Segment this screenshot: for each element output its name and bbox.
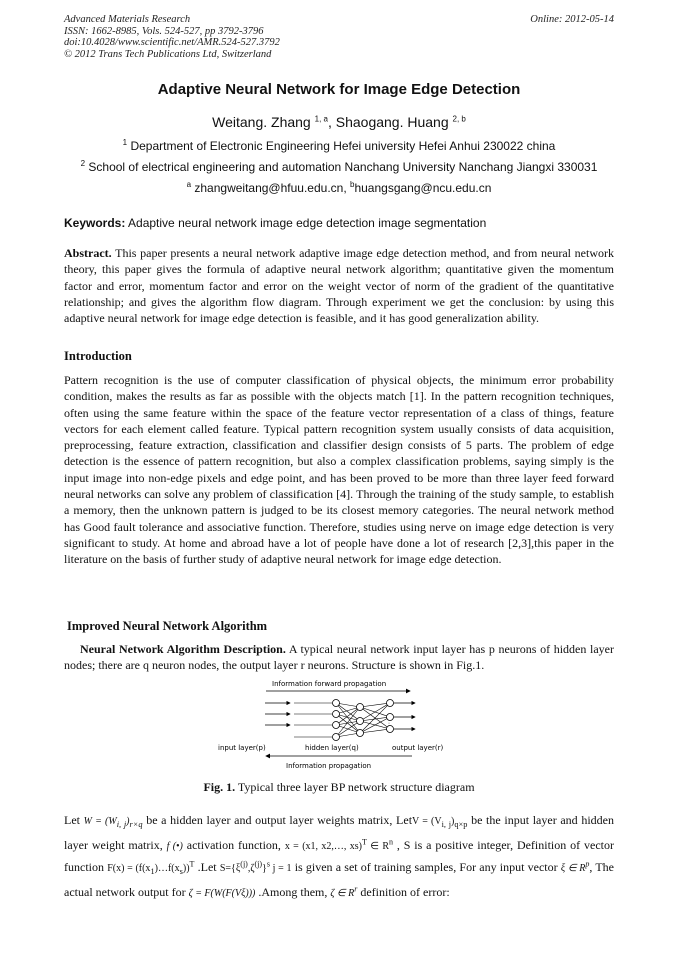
S-end: }: [262, 863, 267, 874]
text: be the input layer: [467, 813, 557, 827]
email-line: [0, 181, 678, 195]
F-s1: 1: [150, 867, 155, 876]
x-def: [284, 837, 393, 852]
v-dim: q×p: [454, 820, 468, 829]
f-def: f (•): [166, 841, 183, 852]
copyright-line: © 2012 Trans Tech Publications Ltd, Switzerland: [64, 48, 272, 60]
xi-def-text: ξ ∈ R: [560, 863, 586, 874]
output-layer-label: output layer(r): [392, 744, 444, 752]
email-a-sup: a: [186, 180, 192, 189]
introduction-text: Pattern recognition is the use of computer classification of physical objects, the minimum error probability condition, makes the results as far as possible with the objects match [1]. In the pattern recognition techniques, often using the same feature within the space of the feature vector representation of a class of things, feature vectors for each element called feature. Typical pattern recognition system usually consists of data acquisition, preprocessing, feature extraction, classification and classifier design consists of 5 parts. The problem of edge detection is the essence of pattern recognition, but also a complex classification problems, saying simply is the input image into non-edge pixels and edge point, and has been proved to be more than three layer feed forward neural networks can solve any problem of classification [4]. Through the training of the study sample, to establish a memory, then the unknown pattern is judged to be its closest memory categories. The neural network method has Good fault tolerance and associative function. Therefore, studies using nerve on image edge detection is very significant to study. At home and abroad have a lot of people have done a lot of research [2,3],this paper in the literature on the basis of further study of adaptive neural network for image edge detection.: [64, 373, 614, 567]
text: , The actual network output for: [64, 860, 614, 899]
xi-def: [560, 859, 590, 874]
v-end: ): [451, 816, 455, 827]
S-j: j = 1: [269, 863, 292, 874]
keywords-text: Adaptive neural network image edge detection image segmentation: [125, 216, 487, 230]
issn-line: ISSN: 1662-8985, Vols. 524-527, pp 3792-3796: [64, 25, 264, 37]
S-def: [219, 859, 292, 874]
introduction-heading: Introduction: [64, 349, 132, 363]
output-arrows: [394, 703, 415, 729]
F-mid: )…f(x: [154, 863, 180, 874]
S-sup3: s: [266, 859, 270, 869]
v-def: V = (V: [412, 816, 442, 827]
zeta-in-text: ζ ∈ R: [330, 888, 355, 899]
text: .Let: [194, 860, 220, 874]
w-def: W = (W: [83, 816, 117, 827]
abstract: [64, 245, 614, 326]
email-b-sup: b: [350, 180, 355, 189]
author-line: [0, 114, 678, 130]
text: integer, Definition of vector function: [64, 838, 614, 874]
S-mid: ,ζ: [247, 863, 255, 874]
text: , S is a positive: [393, 838, 474, 852]
F-s2: s: [179, 867, 183, 876]
aff1-text: Department of Electronic Engineering Hefei university Hefei Anhui 230022 china: [130, 139, 556, 153]
text: definition of error:: [357, 885, 450, 899]
hidden-layer-label: hidden layer(q): [305, 744, 359, 752]
figure-1-caption: [0, 780, 678, 795]
email-b[interactable]: huangsgang@ncu.edu.cn: [354, 181, 492, 195]
author-2: Shaogang. Huang: [335, 114, 449, 130]
w-matrix: [84, 816, 143, 827]
section2-sublabel: Neural Network Algorithm Description.: [80, 642, 286, 656]
author-1-sup: 1, a: [314, 114, 328, 124]
back-propagation-label: Information propagation: [286, 762, 372, 770]
F-end: )): [182, 863, 190, 874]
author-1: Weitang. Zhang: [212, 114, 311, 130]
zeta-sup: r: [354, 884, 358, 894]
input-arrows: [265, 703, 290, 725]
text: them,: [300, 885, 331, 899]
section2-heading: Improved Neural Network Algorithm: [67, 619, 268, 633]
text: activation function,: [182, 838, 285, 852]
x-sup: T: [361, 837, 367, 847]
affiliation-2: [0, 160, 678, 174]
text: .Among: [255, 885, 298, 899]
text: and hidden layer weight matrix,: [64, 813, 615, 852]
online-date: Online: 2012-05-14: [530, 14, 614, 25]
w-sub: i, j: [116, 820, 127, 829]
formula-paragraph: [64, 810, 614, 904]
caption-text: Typical three layer BP network structure diagram: [235, 780, 475, 794]
v-matrix: [412, 816, 467, 827]
abstract-label: Abstract.: [64, 246, 112, 260]
aff2-sup: 2: [80, 159, 86, 168]
journal-name: Advanced Materials Research: [64, 14, 191, 25]
text: Let: [64, 813, 84, 827]
paper-title: Adaptive Neural Network for Image Edge Detection: [157, 81, 521, 98]
w-end: ): [126, 816, 130, 827]
input-layer-label: input layer(p): [218, 744, 266, 752]
forward-propagation-label: Information forward propagation: [272, 680, 387, 688]
aff2-text: School of electrical engineering and automation Nanchang University Nanchang Jiangxi 330031: [88, 160, 598, 174]
caption-label: Fig. 1.: [203, 780, 236, 794]
S-sup1: (j): [240, 859, 248, 869]
F-def: [107, 859, 195, 876]
zeta-def: ζ = F(W(F(Vξ))): [188, 888, 256, 899]
xi-sup: p: [585, 859, 590, 869]
F-def-text: F(x) = (f(x: [107, 863, 151, 874]
input-feed-lines: [294, 703, 332, 737]
aff1-sup: 1: [122, 138, 128, 147]
input-nodes: [333, 700, 340, 741]
output-dots: :: [388, 721, 391, 728]
v-sub: i, j: [441, 820, 452, 829]
section2-body: A typical neural network input layer has p neurons of hidden layer nodes; there are q neuron nodes, the output layer r neurons. Structure is shown in Fig.1.: [64, 642, 614, 673]
S-def-text: S={ξ: [219, 863, 241, 874]
publication-meta: [64, 14, 280, 60]
text: is given a set of: [291, 860, 371, 874]
author-sep: ,: [327, 114, 336, 130]
F-sup: T: [189, 859, 195, 869]
doi-line: doi:10.4028/www.scientific.net/AMR.524-527.3792: [64, 37, 280, 48]
affiliation-1: [0, 139, 678, 153]
text: training samples, For any input vector: [374, 860, 561, 874]
hidden-nodes: [357, 704, 364, 737]
author-2-sup: 2, b: [452, 114, 466, 124]
keywords-label: Keywords:: [64, 216, 126, 230]
section2-text: [64, 641, 614, 674]
w-dim: r×q: [129, 820, 143, 829]
abstract-text: This paper presents a neural network adaptive image edge detection method, and from neural network theory, this paper gives the formula of adaptive neural network algorithm; quantitative given the momentum factor and error, momentum factor and error on the weight vector of norm of the gradient of the quantitative relationship; and gives the algorithm flow diagram. Through experiment we get the conclusion: by using this adaptive neural network for image edge detection is feasible, and it has good generalization ability.: [64, 246, 614, 326]
keywords: [64, 216, 486, 230]
x-rsup: n: [389, 837, 393, 847]
x-def-text: x = (x1, x2,…, xs): [284, 841, 362, 852]
zeta-in: [330, 884, 358, 899]
text: be a hidden layer and output layer weights matrix, Let: [142, 813, 413, 827]
email-a[interactable]: zhangweitang@hfuu.edu.cn,: [194, 181, 350, 195]
figure-1-network-diagram: [210, 677, 480, 772]
S-sup2: (j): [254, 859, 263, 869]
x-in: ∈ R: [366, 841, 389, 852]
